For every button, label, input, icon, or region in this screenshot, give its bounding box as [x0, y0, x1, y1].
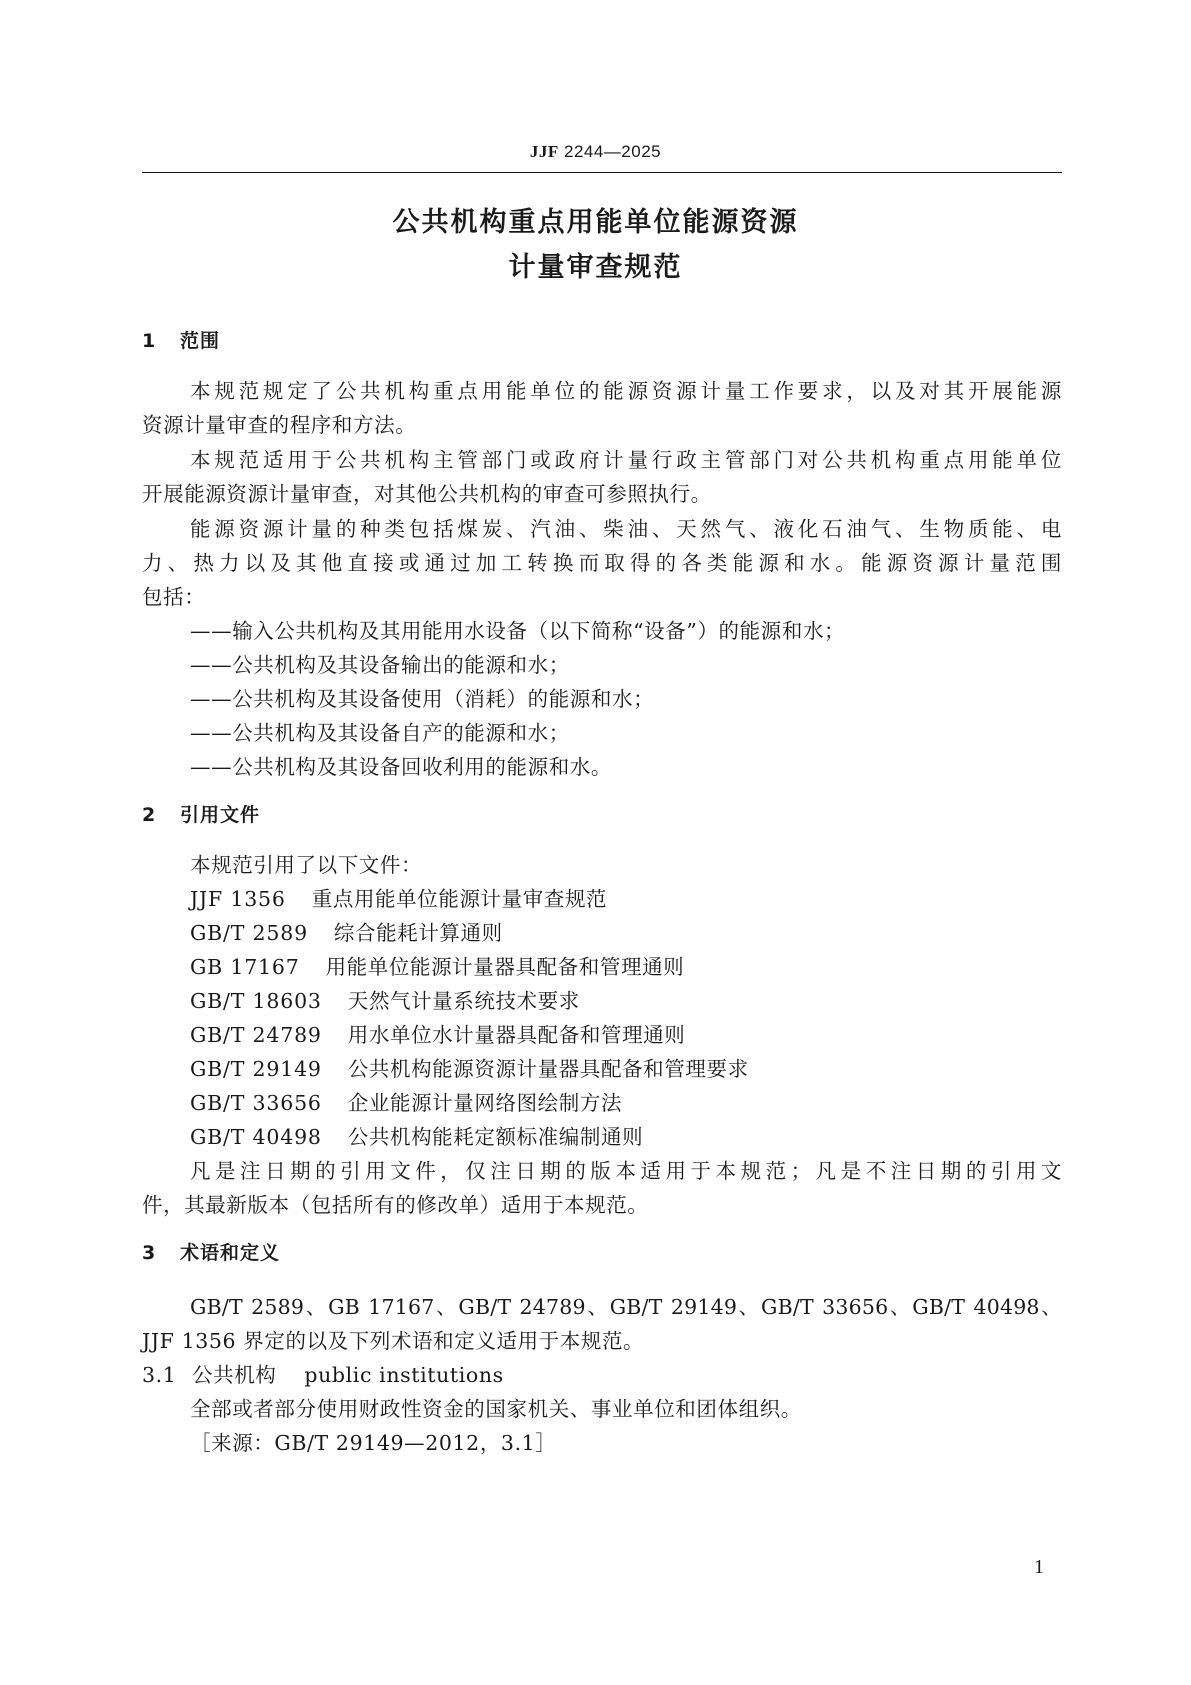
section-2-intro: 本规范引用了以下文件： [190, 853, 423, 877]
reference-title: 用水单位水计量器具配备和管理通则 [347, 1023, 686, 1047]
reference-title: 综合能耗计算通则 [333, 921, 503, 945]
reference-item [190, 1086, 1062, 1116]
document-code [0, 142, 1191, 162]
term-number: 3.1 [142, 1363, 177, 1387]
section-1-para-line: 能源资源计量的种类包括煤炭、汽油、柴油、天然气、液化石油气、生物质能、电 [190, 517, 1062, 541]
term-chinese: 公共机构 [192, 1363, 277, 1387]
section-3-heading [142, 1238, 280, 1265]
title-line-1: 公共机构重点用能单位能源资源 [392, 207, 799, 238]
section-2-title: 引用文件 [180, 804, 261, 826]
reference-item [190, 916, 1062, 946]
section-1-para-line: 资源计量审查的程序和方法。 [142, 413, 417, 437]
section-1-bullet: ——公共机构及其设备自产的能源和水； [190, 721, 570, 745]
reference-item [190, 950, 1062, 980]
section-1-number: 1 [142, 330, 157, 352]
section-2-number: 2 [142, 804, 157, 826]
document-code-prefix: JJF [529, 142, 559, 161]
header-rule [142, 172, 1062, 173]
section-1-bullet: ——公共机构及其设备使用（消耗）的能源和水； [190, 687, 655, 711]
reference-title: 公共机构能耗定额标准编制通则 [347, 1125, 644, 1149]
term-3-1-heading [142, 1358, 1062, 1388]
reference-title: 公共机构能源资源计量器具配备和管理要求 [347, 1057, 749, 1081]
section-1-heading [142, 326, 220, 353]
reference-item [190, 882, 1062, 912]
reference-item [190, 1120, 1062, 1150]
reference-title: 企业能源计量网络图绘制方法 [347, 1091, 623, 1115]
reference-code: GB/T 29149 [190, 1057, 322, 1081]
reference-item [190, 984, 1062, 1014]
section-2-note-line: 凡是注日期的引用文件，仅注日期的版本适用于本规范；凡是不注日期的引用文 [190, 1159, 1062, 1183]
reference-code: GB/T 18603 [190, 989, 322, 1013]
section-3-para-line: JJF 1356 界定的以及下列术语和定义适用于本规范。 [142, 1329, 645, 1353]
section-1-para-line: 包括： [142, 585, 206, 609]
reference-code: GB/T 24789 [190, 1023, 322, 1047]
section-1-bullet: ——输入公共机构及其用能用水设备（以下简称“设备”）的能源和水； [190, 619, 846, 643]
reference-code: GB/T 2589 [190, 921, 308, 945]
term-source: ［来源：GB/T 29149—2012，3.1］ [190, 1431, 557, 1455]
section-2-note-line: 件，其最新版本（包括所有的修改单）适用于本规范。 [142, 1193, 649, 1217]
reference-title: 用能单位能源计量器具配备和管理通则 [325, 955, 685, 979]
reference-code: GB/T 40498 [190, 1125, 322, 1149]
term-english: public institutions [304, 1363, 504, 1387]
section-1-title: 范围 [180, 330, 221, 352]
reference-item [190, 1052, 1062, 1082]
reference-code: JJF 1356 [190, 887, 286, 911]
section-1-para-line: 开展能源资源计量审查，对其他公共机构的审查可参照执行。 [142, 482, 712, 506]
reference-code: GB/T 33656 [190, 1091, 322, 1115]
title-line-2: 计量审查规范 [508, 252, 683, 283]
reference-title: 重点用能单位能源计量审查规范 [311, 887, 608, 911]
section-1-para-line: 本规范规定了公共机构重点用能单位的能源资源计量工作要求，以及对其开展能源 [190, 379, 1062, 403]
section-1-bullet: ——公共机构及其设备回收利用的能源和水。 [190, 755, 612, 779]
page-number: 1 [1034, 1556, 1044, 1578]
section-3-number: 3 [142, 1242, 157, 1264]
section-3-title: 术语和定义 [180, 1242, 281, 1264]
document-code-number: 2244—2025 [563, 142, 662, 161]
reference-title: 天然气计量系统技术要求 [347, 989, 580, 1013]
section-1-para-line: 力、热力以及其他直接或通过加工转换而取得的各类能源和水。能源资源计量范围 [142, 551, 1062, 575]
section-1-para-line: 本规范适用于公共机构主管部门或政府计量行政主管部门对公共机构重点用能单位 [190, 448, 1062, 472]
section-3-para-line: GB/T 2589、GB 17167、GB/T 24789、GB/T 29149、GB/T 33656、GB/T 40498、 [190, 1295, 1062, 1319]
reference-item [190, 1018, 1062, 1048]
reference-code: GB 17167 [190, 955, 300, 979]
term-definition: 全部或者部分使用财政性资金的国家机关、事业单位和团体组织。 [190, 1397, 802, 1421]
section-1-bullet: ——公共机构及其设备输出的能源和水； [190, 653, 570, 677]
section-2-heading [142, 800, 260, 827]
